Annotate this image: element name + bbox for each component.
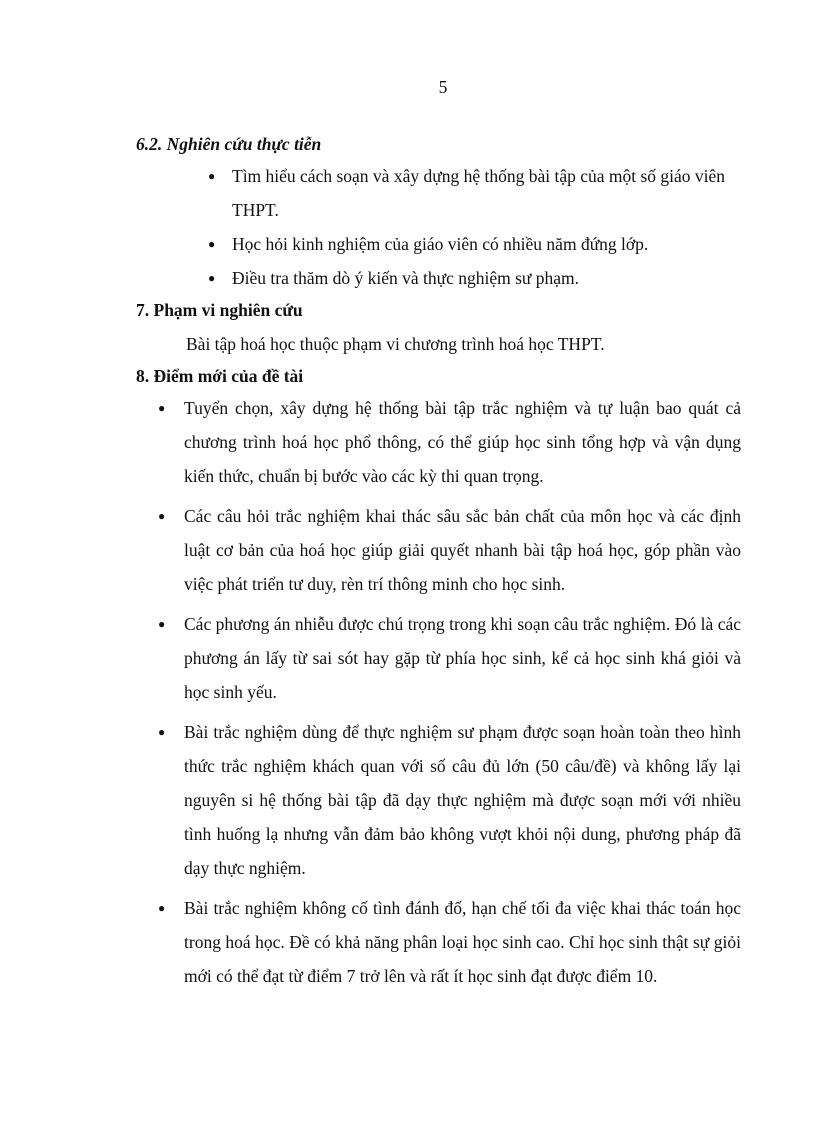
bullet-icon: ●	[208, 169, 216, 183]
section-6-2-list	[136, 159, 741, 295]
list-item-text: Tìm hiểu cách soạn và xây dựng hệ thống bài tập của một số giáo viên THPT.	[232, 166, 726, 220]
section-6-2-heading: 6.2. Nghiên cứu thực tiễn	[136, 134, 322, 154]
list-item	[136, 261, 741, 295]
list-item	[136, 715, 741, 885]
section-7-heading: 7. Phạm vi nghiên cứu	[136, 300, 303, 320]
list-item-text: Bài trắc nghiệm không cố tình đánh đố, hạn chế tối đa việc khai thác toán học trong hoá học. Đề có khả năng phân loại học sinh cao. Chỉ học sinh thật sự giỏi mới có thể đạt từ điểm 7 trở lên và rất ít học sinh đạt được điểm 10.	[184, 898, 741, 986]
list-item	[136, 891, 741, 993]
bullet-icon: ●	[158, 901, 166, 915]
list-item-text: Tuyển chọn, xây dựng hệ thống bài tập trắc nghiệm và tự luận bao quát cả chương trình hoá học phổ thông, có thể giúp học sinh tổng hợp và vận dụng kiến thức, chuẩn bị bước vào các kỳ thi quan trọng.	[184, 398, 741, 486]
list-item-text: Điều tra thăm dò ý kiến và thực nghiệm sư phạm.	[232, 268, 580, 288]
bullet-icon: ●	[158, 617, 166, 631]
list-item	[136, 499, 741, 601]
list-item	[136, 391, 741, 493]
section-8-list	[136, 391, 741, 993]
bullet-icon: ●	[158, 725, 166, 739]
bullet-icon: ●	[208, 237, 216, 251]
bullet-icon: ●	[158, 401, 166, 415]
list-item-text: Các phương án nhiễu được chú trọng trong khi soạn câu trắc nghiệm. Đó là các phương án lấy từ sai sót hay gặp từ phía học sinh, kể cả học sinh khá giỏi và học sinh yếu.	[184, 614, 741, 702]
bullet-icon: ●	[158, 509, 166, 523]
section-7-text: Bài tập hoá học thuộc phạm vi chương trình hoá học THPT.	[186, 334, 605, 354]
list-item-text: Các câu hỏi trắc nghiệm khai thác sâu sắc bản chất của môn học và các định luật cơ bản của hoá học giúp giải quyết nhanh bài tập hoá học, góp phần vào việc phát triển tư duy, rèn trí thông minh cho học sinh.	[184, 506, 741, 594]
list-item	[136, 159, 741, 227]
section-8-heading: 8. Điểm mới của đề tài	[136, 366, 304, 386]
list-item-text: Học hỏi kinh nghiệm của giáo viên có nhiều năm đứng lớp.	[232, 234, 649, 254]
page-number: 5	[438, 77, 448, 97]
list-item	[136, 227, 741, 261]
document-body	[136, 129, 741, 999]
list-item	[136, 607, 741, 709]
list-item-text: Bài trắc nghiệm dùng để thực nghiệm sư phạm được soạn hoàn toàn theo hình thức trắc nghiệm khách quan với số câu đủ lớn (50 câu/đề) và không lấy lại nguyên si hệ thống bài tập đã dạy thực nghiệm mà được soạn mới với nhiều tình huống lạ nhưng vẫn đảm bảo không vượt khỏi nội dung, phương pháp đã dạy thực nghiệm.	[184, 722, 741, 878]
bullet-icon: ●	[208, 271, 216, 285]
